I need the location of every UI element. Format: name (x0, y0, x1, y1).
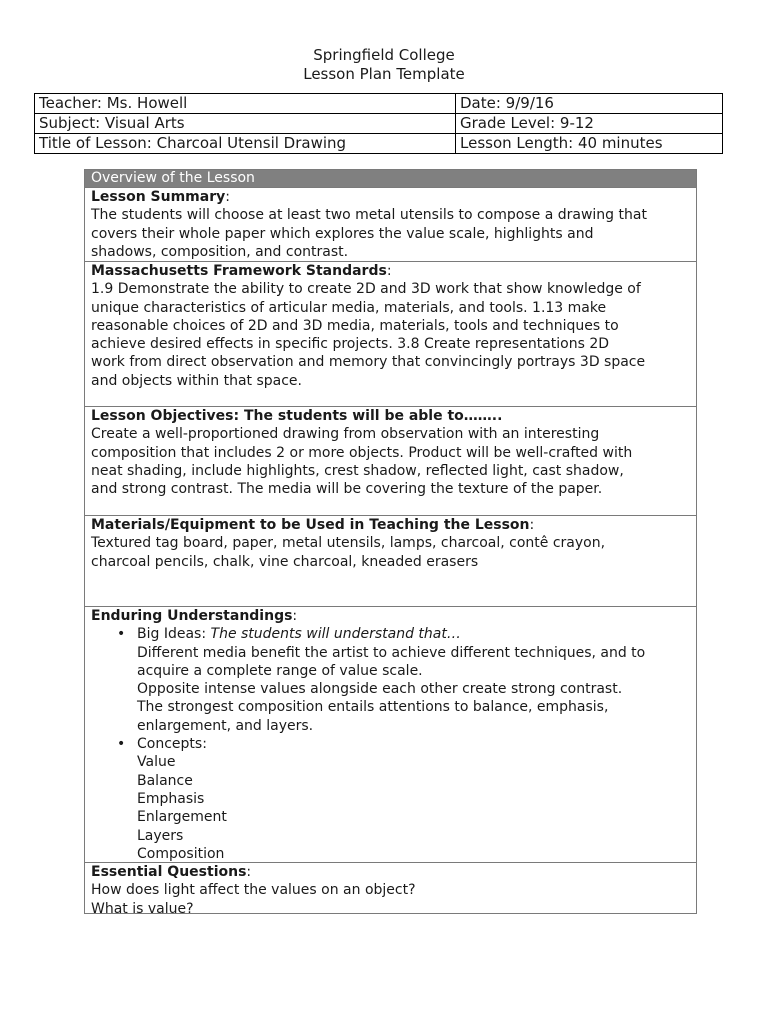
bullet-icon: • (117, 626, 126, 643)
standards-line: achieve desired effects in specific projects. 3.8 Create representations 2D (91, 336, 610, 353)
page-header (0, 46, 768, 84)
concepts-item: • Concepts: Value Balance Emphasis Enlargement Layers Composition (137, 735, 690, 863)
standards-line: and objects within that space. (91, 372, 302, 389)
materials-section: Materials/Equipment to be Used in Teaching the Lesson: Textured tag board, paper, metal utensils, lamps, charcoal, contê crayon, charcoal pencils, chalk, vine charcoal, kneaded erasers (85, 515, 696, 606)
standards-label: Massachusetts Framework Standards (91, 263, 387, 279)
info-row (35, 134, 723, 154)
concept-item: Value (137, 754, 176, 771)
lesson-summary-label: Lesson Summary (91, 189, 226, 205)
standards-line: reasonable choices of 2D and 3D media, materials, tools and techniques to (91, 317, 619, 334)
lesson-title-cell: Title of Lesson: Charcoal Utensil Drawing (35, 134, 456, 154)
subject-cell: Subject: Visual Arts (35, 114, 456, 134)
materials-label: Materials/Equipment to be Used in Teaching the Lesson (91, 517, 530, 533)
objectives-section (85, 406, 696, 515)
concepts-label: Concepts (137, 736, 203, 753)
bullet-icon: • (117, 736, 126, 753)
questions-label: Essential Questions (91, 864, 247, 880)
concept-item: Layers (137, 827, 184, 844)
objectives-line: and strong contrast. The media will be covering the texture of the paper. (91, 481, 603, 498)
concept-item: Emphasis (137, 790, 205, 807)
standards-line: unique characteristics of articular media, materials, and tools. 1.13 make (91, 299, 607, 316)
date-cell: Date: 9/9/16 (456, 94, 723, 114)
lesson-summary-section: Lesson Summary: The students will choose at least two metal utensils to compose a drawing that covers their whole paper which explores the value scale, highlights and shadows, composition, and contrast. (85, 187, 696, 261)
grade-cell: Grade Level: 9-12 (456, 114, 723, 134)
big-ideas-intro: The students will understand that… (210, 626, 461, 643)
info-row (35, 94, 723, 114)
enduring-label: Enduring Understandings (91, 608, 293, 624)
standards-section: Massachusetts Framework Standards: 1.9 Demonstrate the ability to create 2D and 3D work that show knowledge of unique characteristics of articular media, materials, and tools. 1.13 make reasonable choices of 2D and 3D media, materials, tools and techniques to achieve desired effects in specific projects. 3.8 Create representations 2D work from direct observation and memory that convincingly portrays 3D space and objects within that space. (85, 261, 696, 406)
overview-header: Overview of the Lesson (85, 170, 696, 187)
info-row (35, 114, 723, 134)
big-idea-line: Different media benefit the artist to achieve different techniques, and to (137, 644, 646, 661)
materials-line: Textured tag board, paper, metal utensils, lamps, charcoal, contê crayon, (91, 535, 606, 552)
template-title: Lesson Plan Template (303, 65, 465, 83)
objectives-line: neat shading, include highlights, crest shadow, reflected light, cast shadow, (91, 462, 624, 479)
objectives-line: Create a well-proportioned drawing from observation with an interesting (91, 426, 600, 443)
big-idea-line: enlargement, and layers. (137, 717, 314, 734)
standards-line: work from direct observation and memory that convincingly portrays 3D space (91, 354, 646, 371)
summary-line: shadows, composition, and contrast. (91, 243, 349, 260)
materials-line: charcoal pencils, chalk, vine charcoal, kneaded erasers (91, 553, 479, 570)
objectives-line: composition that includes 2 or more objects. Product will be well-crafted with (91, 444, 633, 461)
concept-item: Composition (137, 845, 225, 862)
teacher-cell: Teacher: Ms. Howell (35, 94, 456, 114)
big-ideas-item: • Big Ideas: The students will understand that… Different media benefit the artist to achieve different techniques, and to acquire a complete range of value scale. Opposite intense values alongside each other create strong contrast. The strongest composition entails attentions to balance, emphasis, enlargement, and layers. (137, 625, 690, 735)
essential-questions-section: Essential Questions: How does light affect the values on an object? What is value? (85, 862, 696, 913)
objectives-label: Lesson Objectives: The students will be able to…….. (91, 408, 503, 424)
enduring-list (91, 625, 690, 863)
question-line: How does light affect the values on an object? (91, 882, 416, 899)
lesson-length-cell: Lesson Length: 40 minutes (456, 134, 723, 154)
big-idea-line: The strongest composition entails attentions to balance, emphasis, (137, 699, 609, 716)
big-idea-line: Opposite intense values alongside each other create strong contrast. (137, 681, 623, 698)
standards-line: 1.9 Demonstrate the ability to create 2D and 3D work that show knowledge of (91, 281, 641, 298)
overview-table (84, 169, 697, 917)
concept-item: Balance (137, 772, 193, 789)
college-name: Springfield College (313, 46, 455, 64)
concept-item: Enlargement (137, 809, 227, 826)
summary-line: covers their whole paper which explores the value scale, highlights and (91, 225, 594, 242)
summary-line: The students will choose at least two metal utensils to compose a drawing that (91, 207, 647, 224)
big-idea-line: acquire a complete range of value scale. (137, 662, 423, 679)
lesson-info-table (34, 93, 723, 154)
enduring-understandings-section: Enduring Understandings: • Big Ideas: The students will understand that… Different media benefit the artist to achieve different techniques, and to acquire a complete range of value scale. Opposite intense values alongside each other create strong contrast. The strongest composition entails attentions to balance, emphasis, enlargement, and layers. • Concepts: Value Balance Emphasis Enlargement Layers Composition (85, 606, 696, 862)
question-line: What is value? (91, 900, 194, 917)
big-ideas-label: Big Ideas (137, 626, 202, 643)
